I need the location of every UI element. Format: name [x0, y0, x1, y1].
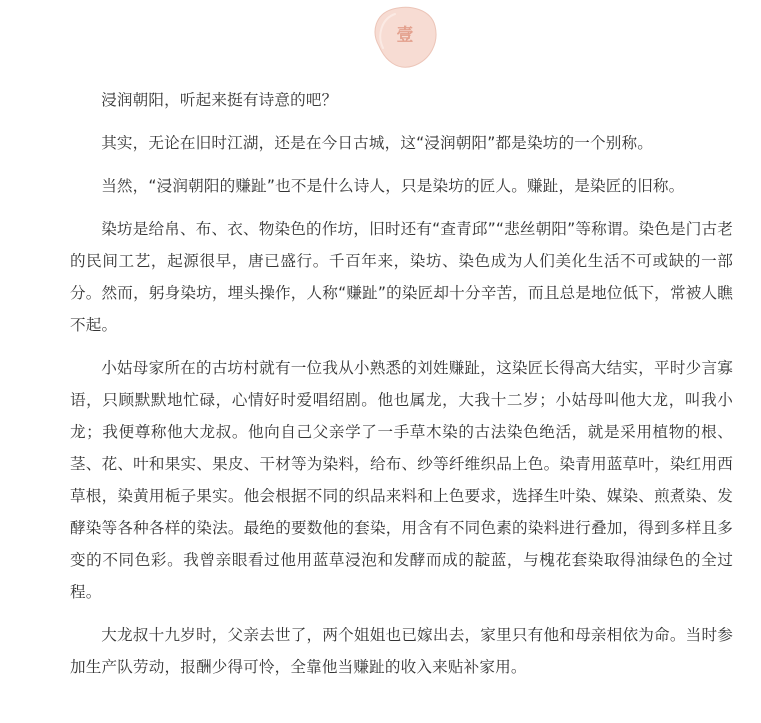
paragraph-5: 小姑母家所在的古坊村就有一位我从小熟悉的刘姓赚趾，这染匠长得高大结实，平时少言寡语，只顾默默地忙碌，心情好时爱唱绍剧。他也属龙，大我十二岁；小姑母叫他大龙，叫我小龙；我便尊称他大龙叔。他向自己父亲学了一手草木染的古法染色绝活，就是采用植物的根、茎、花、叶和果实、果皮、干材等为染料，给布、纱等纤维织品上色。染青用蓝草叶，染红用西草根，染黄用栀子果实。他会根据不同的织品来料和上色要求，选择生叶染、媒染、煎煮染、发酵染等各种各样的染法。最绝的要数他的套染，用含有不同色素的染料进行叠加，得到多样且多变的不同色彩。我曾亲眼看过他用蓝草浸泡和发酵而成的靛蓝，与槐花套染取得油绿色的全过程。 [70, 359, 733, 601]
paragraph-4: 染坊是给帛、布、衣、物染色的作坊，旧时还有“查青邱”“悲丝朝阳”等称谓。染色是门古老的民间工艺，起源很早，唐已盛行。千百年来，染坊、染色成为人们美化生活不可或缺的一部分。然而，躬身染坊，埋头操作，人称“赚趾”的染匠却十分辛苦，而且总是地位低下，常被人瞧不起。 [70, 220, 733, 334]
paragraph-3: 当然，“浸润朝阳的赚趾”也不是什么诗人，只是染坊的匠人。赚趾，是染匠的旧称。 [101, 177, 685, 195]
section-number: 壹 [396, 25, 414, 46]
paragraph-1: 浸润朝阳，听起来挺有诗意的吧？ [101, 91, 338, 109]
paragraph-6: 大龙叔十九岁时，父亲去世了，两个姐姐也已嫁出去，家里只有他和母亲相依为命。当时参加生产队劳动，报酬少得可怜，全靠他当赚趾的收入来贴补家用。 [70, 626, 733, 676]
article-body [70, 84, 733, 694]
paragraph-2: 其实，无论在旧时江湖，还是在今日古城，这“浸润朝阳”都是染坊的一个别称。 [101, 134, 653, 152]
section-badge [365, 2, 445, 72]
